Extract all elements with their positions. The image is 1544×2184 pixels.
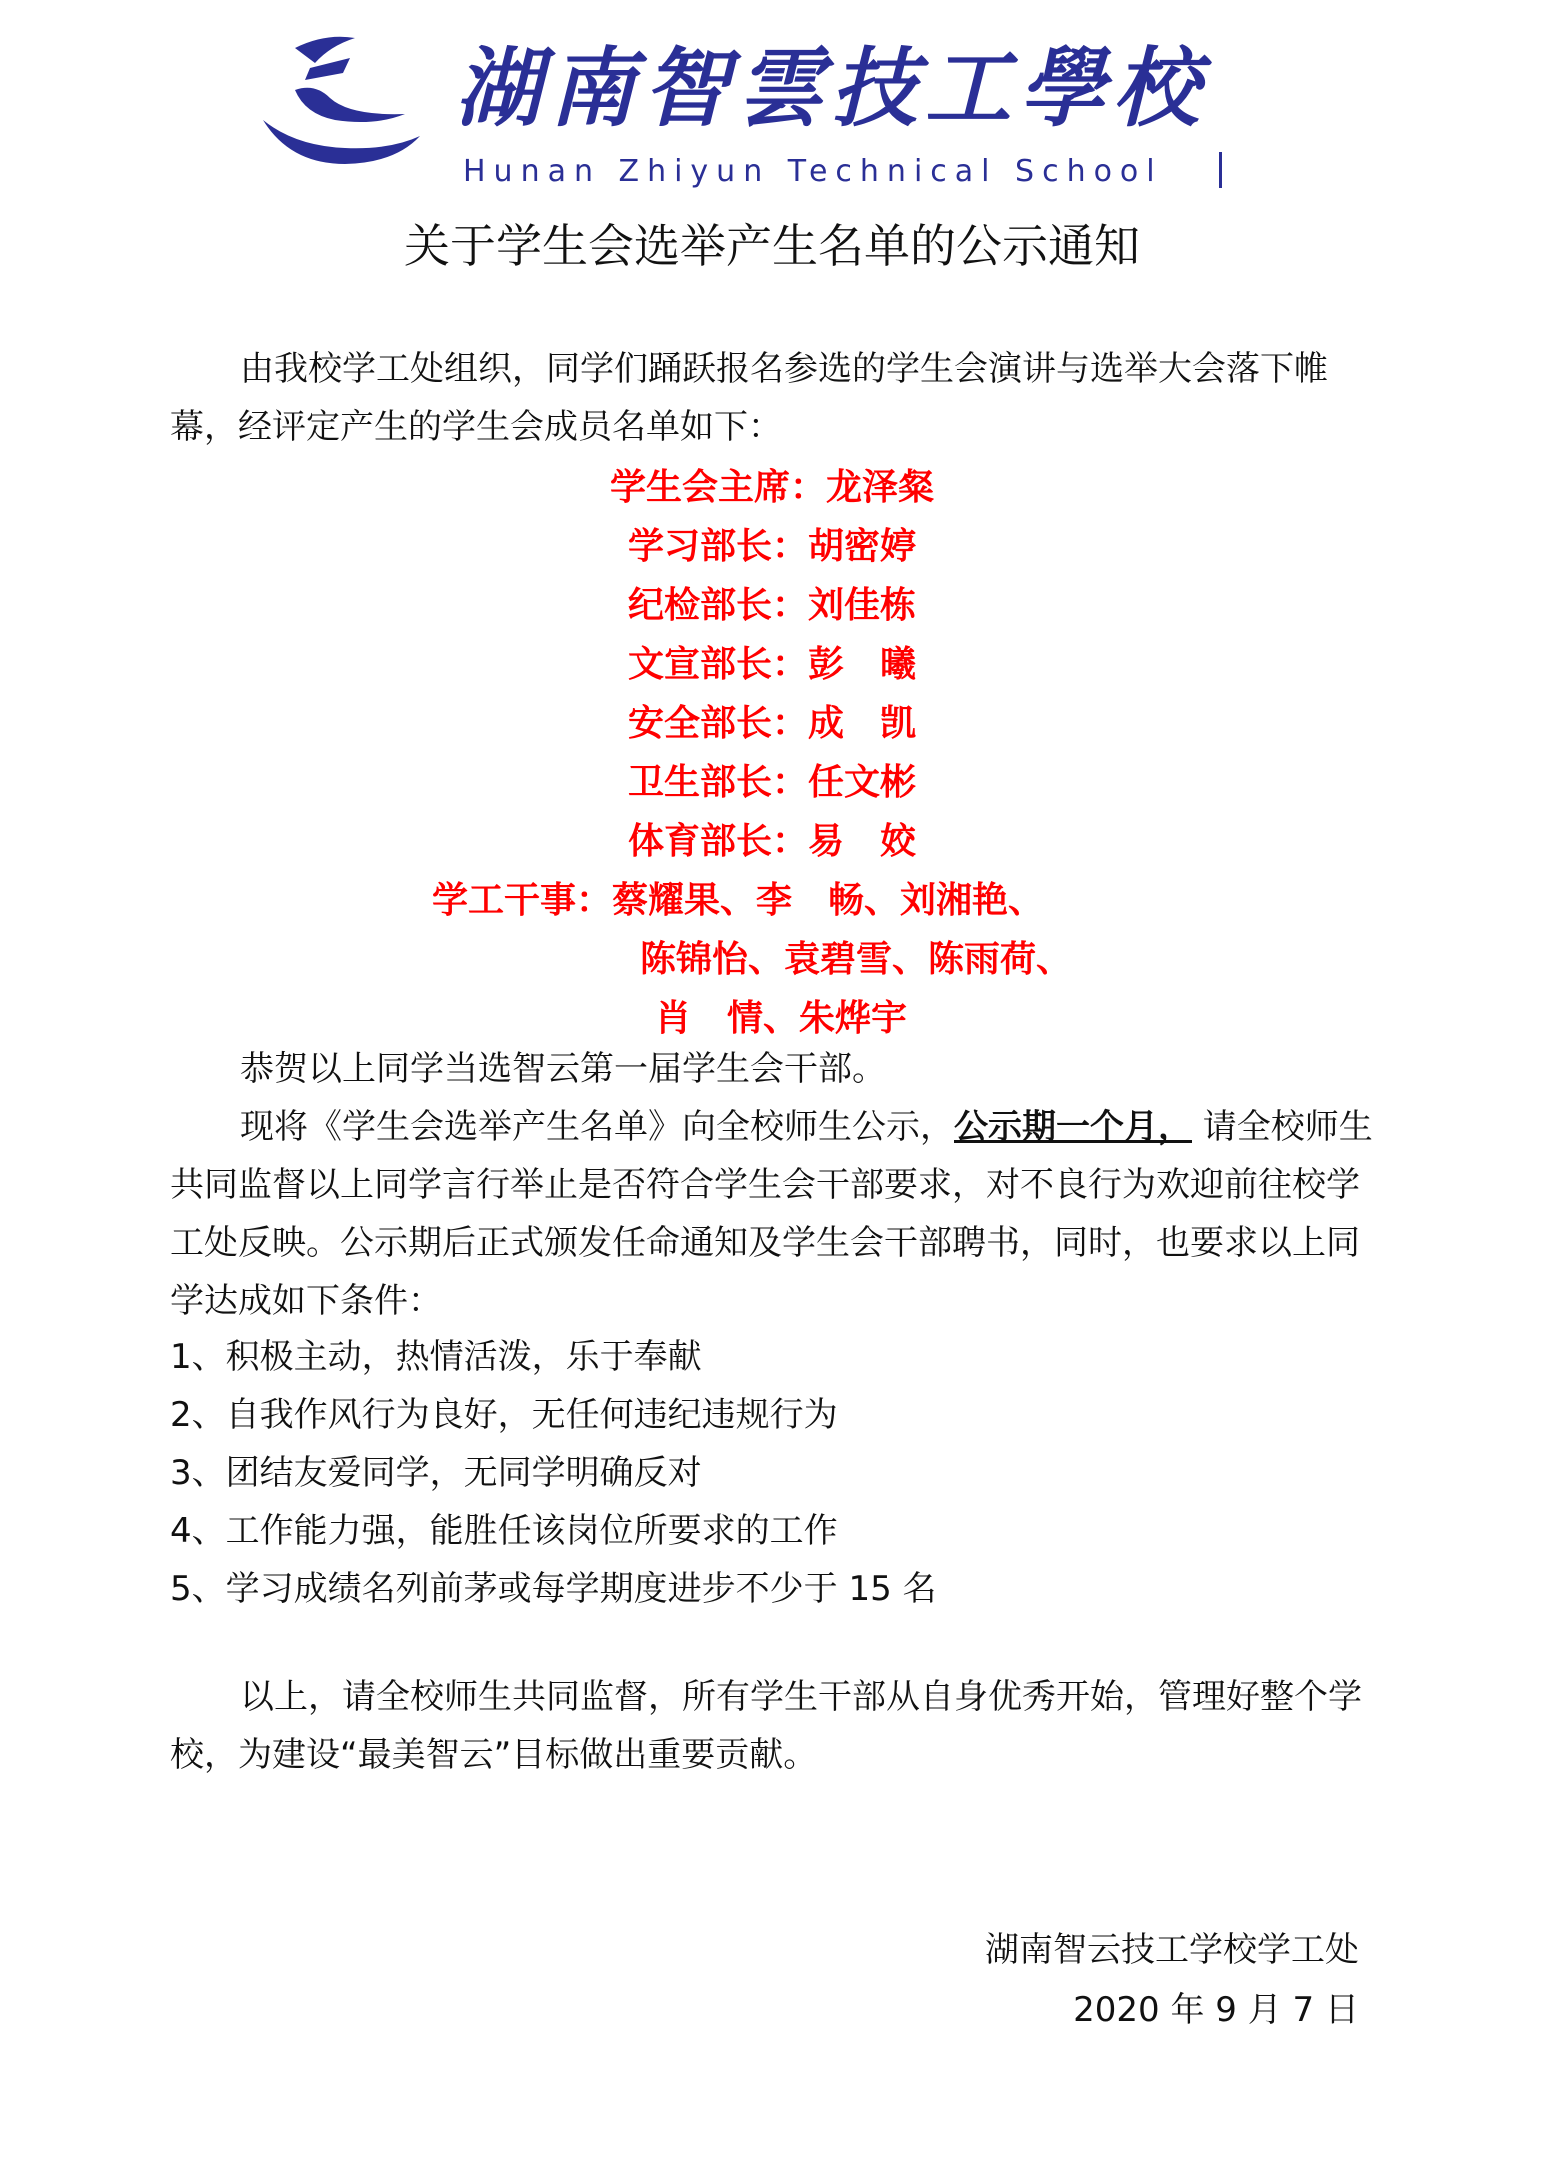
letterhead (255, 28, 1235, 198)
roster-item-sports: 体育部长：易 姣 (627, 821, 916, 862)
condition-item: 5、学习成绩名列前茅或每学期度进步不少于 15 名 (170, 1569, 937, 1609)
roster-item-study: 学习部长：胡密婷 (627, 526, 916, 567)
announcement-paragraph (170, 1098, 1385, 1330)
roster-item-safety: 安全部长：成 凯 (627, 703, 916, 744)
roster-staff-line: 肖 情、朱烨宇 (655, 998, 908, 1039)
roster-staff-label: 学工干事： (432, 880, 613, 921)
closing-paragraph: 以上，请全校师生共同监督，所有学生干部从自身优秀开始，管理好整个学校，为建设“最美智云”目标做出重要贡献。 (170, 1677, 1362, 1775)
roster-item-publicity: 文宣部长：彭 曦 (627, 644, 916, 685)
school-name-chinese: 湖南智雲技工學校 (455, 38, 1207, 139)
roster-item-chair: 学生会主席：龙泽粲 (609, 467, 934, 508)
roster-staff-group (0, 871, 1544, 1048)
condition-item: 3、团结友爱同学，无同学明确反对 (170, 1453, 702, 1493)
condition-item: 4、工作能力强，能胜任该岗位所要求的工作 (170, 1511, 838, 1551)
issuing-department: 湖南智云技工学校学工处 (985, 1930, 1359, 1970)
document-title: 关于学生会选举产生名单的公示通知 (404, 219, 1140, 273)
intro-paragraph: 由我校学工处组织，同学们踊跃报名参选的学生会演讲与选举大会落下帷幕，经评定产生的学生会成员名单如下： (170, 349, 1328, 447)
roster-item-hygiene: 卫生部长：任文彬 (627, 762, 916, 803)
school-name-english: Hunan Zhiyun Technical School (463, 154, 1163, 189)
issue-date: 2020 年 9 月 7 日 (1073, 1990, 1359, 2030)
publicity-period-emphasis: 公示期一个月， (954, 1107, 1192, 1147)
roster-staff-line: 陈锦怡、袁碧雪、陈雨荷、 (640, 939, 1073, 980)
roster-item-discipline: 纪检部长：刘佳栋 (627, 585, 916, 626)
roster-staff-line: 蔡耀果、李 畅、刘湘艳、 (612, 880, 1045, 921)
announcement-text: 现将《学生会选举产生名单》向全校师生公示， (240, 1107, 954, 1147)
conditions-list (170, 1328, 1385, 1618)
congratulations-paragraph: 恭贺以上同学当选智云第一届学生会干部。 (240, 1049, 886, 1089)
signature-block (985, 1920, 1359, 2040)
announcement-text: 请全校师生共同监督以上同学言行举止是否符合学生会干部要求，对不良行为欢迎前往校学工处反映。公示期后正式颁发任命通知及学生会干部聘书，同时，也要求以上同学达成如下条件： (170, 1107, 1373, 1321)
student-council-roster (0, 458, 1544, 1048)
condition-item: 1、积极主动，热情活泼，乐于奉献 (170, 1337, 702, 1377)
school-logo-wave-icon (255, 28, 425, 178)
letterhead-divider (1219, 152, 1222, 188)
condition-item: 2、自我作风行为良好，无任何违纪违规行为 (170, 1395, 838, 1435)
